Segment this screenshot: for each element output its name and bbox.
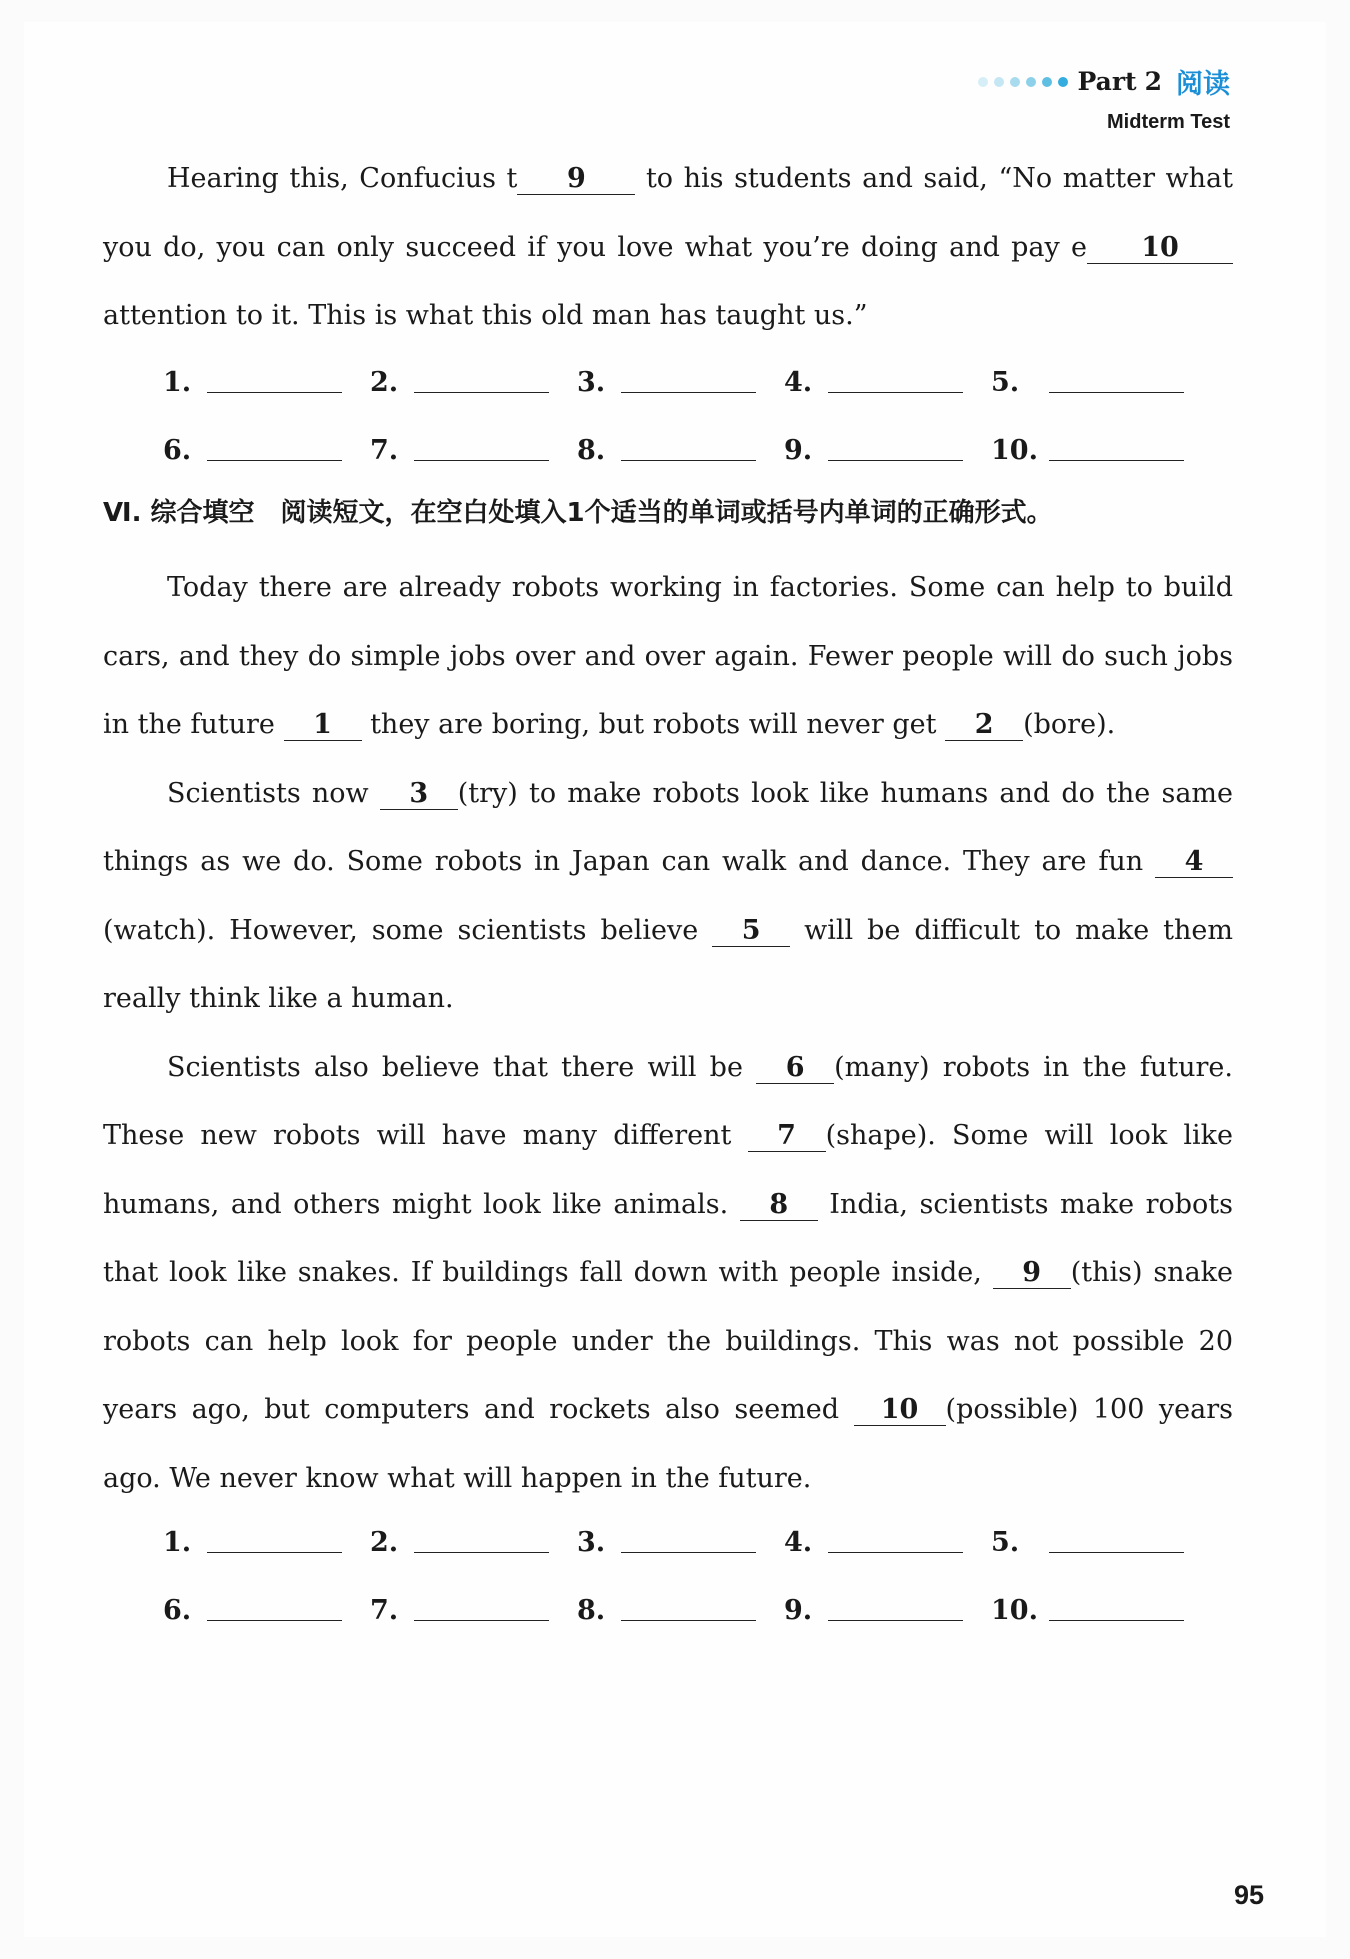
answer-item <box>577 1527 784 1558</box>
answer-line[interactable] <box>414 372 549 393</box>
blank-6[interactable]: 6 <box>756 1053 834 1084</box>
blank-3[interactable]: 3 <box>380 779 458 810</box>
dot-3 <box>1010 77 1020 87</box>
passage-2 <box>103 554 1233 1513</box>
answer-number: 10. <box>991 1594 1038 1626</box>
dot-1 <box>978 77 988 87</box>
answer-item <box>370 367 577 398</box>
answer-line[interactable] <box>828 1600 963 1621</box>
passage-1-paragraph <box>103 145 1233 351</box>
answer-number: 4. <box>784 366 813 398</box>
answer-row <box>163 416 1198 484</box>
answer-line[interactable] <box>621 372 756 393</box>
answer-line[interactable] <box>621 440 756 461</box>
answer-number: 5. <box>991 1526 1020 1558</box>
answer-row <box>163 348 1198 416</box>
answer-item <box>163 1595 370 1626</box>
answer-number: 6. <box>163 434 192 466</box>
paragraph-1 <box>103 554 1233 760</box>
blank-10b[interactable]: 10 <box>854 1395 946 1426</box>
answer-item <box>784 435 991 466</box>
dot-2 <box>994 77 1004 87</box>
text-run: attention to it. This is what this old man has taught us.” <box>103 300 868 331</box>
part-title-cn: 阅读 <box>1176 69 1230 100</box>
text-run: (bore). <box>1023 709 1116 740</box>
answer-item <box>577 435 784 466</box>
part-label: Part <box>1077 67 1137 96</box>
answer-item <box>577 1595 784 1626</box>
passage-1 <box>103 145 1233 351</box>
answer-line[interactable] <box>621 1532 756 1553</box>
answer-line[interactable] <box>207 1532 342 1553</box>
answer-row <box>163 1508 1198 1576</box>
blank-4[interactable]: 4 <box>1155 847 1233 878</box>
answer-number: 1. <box>163 1526 192 1558</box>
answer-item <box>991 367 1198 398</box>
text-run: (shape). Some will look like humans, and others might look like animals. <box>103 1120 1233 1220</box>
answer-number: 10. <box>991 434 1038 466</box>
answer-grid-1 <box>163 348 1198 484</box>
text-run: to his students and said, “No matter what you do, you can only succeed if you love what you’re doing and pay e <box>103 163 1233 263</box>
answer-line[interactable] <box>207 372 342 393</box>
answer-grid-2 <box>163 1508 1198 1644</box>
answer-line[interactable] <box>828 1532 963 1553</box>
answer-line[interactable] <box>621 1600 756 1621</box>
answer-line[interactable] <box>414 1532 549 1553</box>
text-run: Scientists now <box>167 777 380 809</box>
answer-number: 7. <box>370 434 399 466</box>
answer-number: 9. <box>784 1594 813 1626</box>
answer-line[interactable] <box>1049 1600 1184 1621</box>
answer-line[interactable] <box>414 440 549 461</box>
text-run: (many) robots in the future. These new robots will have many different <box>103 1051 1233 1151</box>
answer-number: 7. <box>370 1594 399 1626</box>
text-run: (try) to make robots look like humans and do the same things as we do. Some robots in Japan can walk and dance. They are fun <box>103 777 1233 877</box>
answer-item <box>784 1527 991 1558</box>
text-run: they are boring, but robots will never get <box>361 709 946 740</box>
blank-8[interactable]: 8 <box>740 1190 818 1221</box>
answer-number: 1. <box>163 366 192 398</box>
paragraph-3 <box>103 1034 1233 1514</box>
answer-line[interactable] <box>828 440 963 461</box>
answer-item <box>163 435 370 466</box>
section-heading: Ⅵ. 综合填空 阅读短文，在空白处填入1个适当的单词或括号内单词的正确形式。 <box>103 498 1053 528</box>
text-run: will be difficult to make them really think like a human. <box>103 914 1233 1014</box>
decorative-dots <box>978 77 1068 87</box>
dot-6 <box>1058 77 1068 87</box>
dot-5 <box>1042 77 1052 87</box>
answer-row <box>163 1576 1198 1644</box>
text-run: Hearing this, Confucius t <box>167 163 518 194</box>
blank-10[interactable]: 10 <box>1087 233 1233 264</box>
text-run: (watch). However, some scientists believe <box>103 914 713 946</box>
answer-item <box>577 367 784 398</box>
answer-item <box>784 1595 991 1626</box>
answer-line[interactable] <box>1049 1532 1184 1553</box>
blank-2[interactable]: 2 <box>945 710 1023 741</box>
answer-number: 9. <box>784 434 813 466</box>
answer-number: 6. <box>163 1594 192 1626</box>
answer-number: 2. <box>370 366 399 398</box>
answer-line[interactable] <box>414 1600 549 1621</box>
answer-line[interactable] <box>1049 372 1184 393</box>
blank-9[interactable]: 9 <box>517 164 635 195</box>
answer-number: 3. <box>577 1526 606 1558</box>
text-run: India, scientists make robots that look like snakes. If buildings fall down with people inside, <box>103 1188 1233 1288</box>
answer-number: 8. <box>577 1594 606 1626</box>
answer-item <box>163 1527 370 1558</box>
answer-number: 5. <box>991 366 1020 398</box>
answer-number: 3. <box>577 366 606 398</box>
text-run: (possible) 100 years ago. We never know what will happen in the future. <box>103 1394 1233 1494</box>
answer-item <box>991 1595 1198 1626</box>
answer-line[interactable] <box>828 372 963 393</box>
answer-number: 8. <box>577 434 606 466</box>
blank-1[interactable]: 1 <box>284 710 362 741</box>
header-subtitle: Midterm Test <box>1107 111 1230 133</box>
dot-4 <box>1026 77 1036 87</box>
paragraph-2 <box>103 760 1233 1034</box>
text-run: Today there are already robots working in factories. Some can help to build cars, and they do simple jobs over and over again. Fewer people will do such jobs in the future <box>103 572 1233 740</box>
answer-item <box>370 1595 577 1626</box>
answer-line[interactable] <box>207 1600 342 1621</box>
text-run: Scientists also believe that there will be <box>167 1051 757 1083</box>
part-number: 2 <box>1144 67 1162 96</box>
text-run: (this) snake robots can help look for people under the buildings. This was not possible 20 years ago, but computers and rockets also seemed <box>103 1257 1234 1425</box>
answer-item <box>784 367 991 398</box>
page-number: 95 <box>1233 1880 1264 1910</box>
answer-item <box>370 435 577 466</box>
answer-number: 2. <box>370 1526 399 1558</box>
answer-line[interactable] <box>1049 440 1184 461</box>
page-header <box>978 62 1230 134</box>
blank-5[interactable]: 5 <box>712 916 790 947</box>
blank-7[interactable]: 7 <box>748 1121 826 1152</box>
answer-item <box>991 435 1198 466</box>
answer-number: 4. <box>784 1526 813 1558</box>
answer-item <box>370 1527 577 1558</box>
answer-item <box>163 367 370 398</box>
answer-item <box>991 1527 1198 1558</box>
blank-9b[interactable]: 9 <box>993 1258 1071 1289</box>
answer-line[interactable] <box>207 440 342 461</box>
